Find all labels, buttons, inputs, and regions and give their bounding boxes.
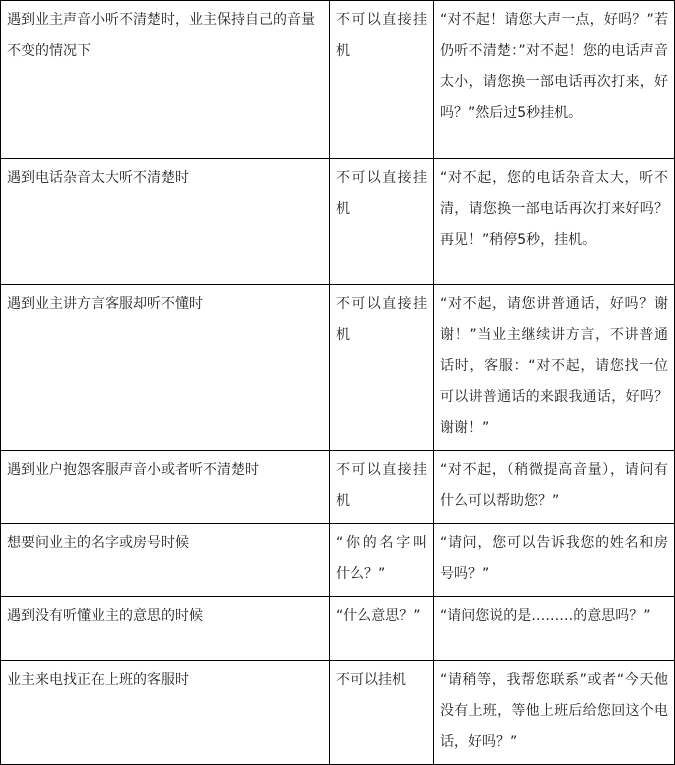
- response-cell: “请问您说的是………的意思吗？”: [434, 597, 675, 661]
- allowed-cell: 不可以直接挂机: [330, 1, 434, 159]
- situation-cell: 想要问业主的名字或房号时候: [1, 524, 330, 597]
- situation-cell: 遇到业主讲方言客服却听不懂时: [1, 285, 330, 451]
- situation-cell: 业主来电找正在上班的客服时: [1, 661, 330, 765]
- response-cell: “对不起！请您大声一点，好吗？”若仍听不清楚：”对不起！您的电话声音太小，请您换一部电话再次打来，好吗？”然后过5秒挂机。: [434, 1, 675, 159]
- allowed-cell: “你的名字叫什么？”: [330, 524, 434, 597]
- response-cell: “对不起，（稍微提高音量），请问有什么可以帮助您？”: [434, 451, 675, 524]
- response-cell: “请问，您可以告诉我您的姓名和房号吗？”: [434, 524, 675, 597]
- allowed-cell: 不可以直接挂机: [330, 159, 434, 285]
- situation-cell: 遇到没有听懂业主的意思的时候: [1, 597, 330, 661]
- table-row: [1, 597, 675, 661]
- allowed-cell: 不可以直接挂机: [330, 285, 434, 451]
- situation-cell: 遇到电话杂音太大听不清楚时: [1, 159, 330, 285]
- table-row: [1, 524, 675, 597]
- table-row: [1, 285, 675, 451]
- table-row: [1, 451, 675, 524]
- situation-cell: 遇到业户抱怨客服声音小或者听不清楚时: [1, 451, 330, 524]
- table-row: [1, 159, 675, 285]
- response-cell: “请稍等，我帮您联系”或者“今天他没有上班，等他上班后给您回这个电话，好吗？”: [434, 661, 675, 765]
- response-cell: “对不起，您的电话杂音太大，听不清，请您换一部电话再次打来好吗？再见！”稍停5秒，挂机。: [434, 159, 675, 285]
- table-row: [1, 1, 675, 159]
- response-cell: “对不起，请您讲普通话，好吗？谢谢！”当业主继续讲方言，不讲普通话时，客服：“对不起，请您找一位可以讲普通话的来跟我通话，好吗？谢谢！”: [434, 285, 675, 451]
- allowed-cell: 不可以直接挂机: [330, 451, 434, 524]
- allowed-cell: 不可以挂机: [330, 661, 434, 765]
- situation-cell: 遇到业主声音小听不清楚时，业主保持自己的音量不变的情况下: [1, 1, 330, 159]
- table-row: [1, 661, 675, 765]
- allowed-cell: “什么意思？”: [330, 597, 434, 661]
